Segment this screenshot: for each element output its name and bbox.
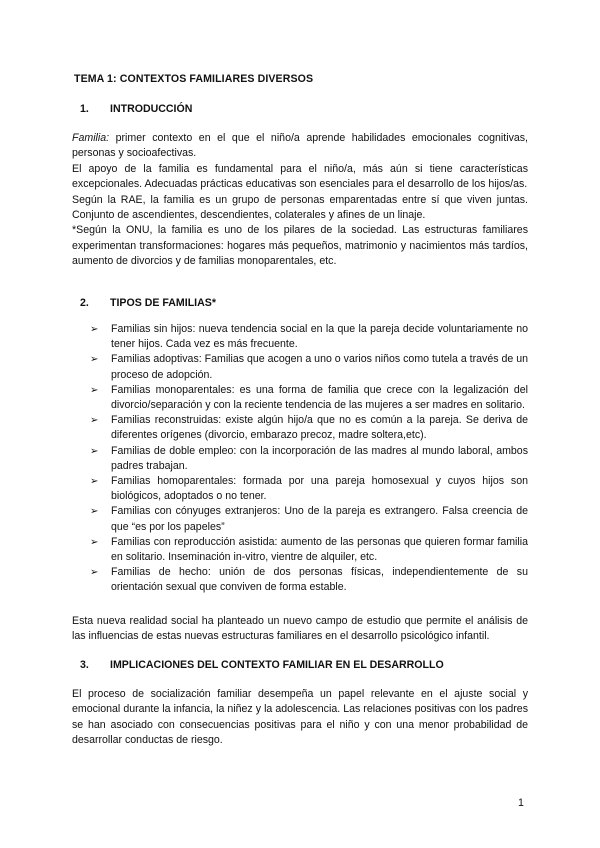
list-item: ➢ Familias adoptivas: Familias que acogen a uno o varios niños como tutela a través de un proceso de adopción. [90, 353, 528, 381]
page-number: 1 [518, 797, 524, 809]
arrow-bullet-icon: ➢ [90, 506, 99, 518]
list-item: ➢ Familias homoparentales: formada por una pareja homosexual y cuyos hijos son biológicos, adoptados o no tener. [90, 475, 528, 503]
list-item: ➢ Familias de hecho: unión de dos personas físicas, independientemente de su orientación sexual que conviven de forma estable. [90, 566, 528, 594]
paragraph: El apoyo de la familia es fundamental para el niño/a, más aún si tiene características excepcionales. Adecuadas prácticas educativas son esenciales para el desarrollo de los hijos/as. [72, 162, 528, 191]
section-title: IMPLICACIONES DEL CONTEXTO FAMILIAR EN EL DESARROLLO [110, 659, 444, 671]
arrow-bullet-icon: ➢ [90, 324, 99, 335]
arrow-bullet-icon: ➢ [90, 384, 99, 396]
arrow-bullet-icon: ➢ [90, 567, 99, 579]
term-familia: Familia: [72, 132, 110, 144]
paragraph: Según la RAE, la familia es un grupo de personas emparentadas entre sí que viven juntas. Conjunto de ascendientes, descendientes, colaterales y afines de un linaje. [72, 193, 528, 222]
paragraph-text: primer contexto en el que el niño/a aprende habilidades emocionales cognitivas, personas y socioafectivas. [72, 132, 528, 160]
arrow-bullet-icon: ➢ [90, 445, 99, 457]
section-number: 2. [80, 297, 89, 309]
section-heading-tipos-de-familias [80, 297, 216, 309]
list-item: ➢ Familias sin hijos: nueva tendencia social en la que la pareja decide voluntariamente no tener hijos. Cada vez es más frecuente. [90, 323, 528, 351]
paragraph: Esta nueva realidad social ha planteado un nuevo campo de estudio que permite el análisis de las influencias de estas nuevas estructuras familiares en el desarrollo psicológico infantil. [72, 615, 528, 643]
list-item: ➢ Familias reconstruidas: existe algún hijo/a que no es común a la pareja. Se deriva de diferentes orígenes (divorcio, embarazo precoz, madre soltera,etc). [90, 414, 528, 442]
section-title: TIPOS DE FAMILIAS* [110, 297, 216, 309]
section-number: 1. [80, 103, 89, 115]
list-item: ➢ Familias monoparentales: es una forma de familia que crece con la legalización del divorcio/separación y con la reciente tendencia de las mujeres a ser madres en solitario. [90, 383, 528, 412]
arrow-bullet-icon: ➢ [90, 476, 99, 488]
implications-body [72, 687, 528, 749]
paragraph: El proceso de socialización familiar desempeña un papel relevante en el ajuste social y emocional durante la infancia, la niñez y la adolescencia. Las relaciones positivas con los padres se han asociado con consecuencias positivas para el niño y con una menor probabilidad de desarrollar conductas de riesgo. [72, 688, 528, 747]
section-title: INTRODUCCIÓN [110, 103, 193, 115]
list-item: ➢ Familias con reproducción asistida: aumento de las personas que quieren formar familia en solitario. Inseminación in-vitro, vientre de alquiler, etc. [90, 535, 528, 564]
introduction-body [72, 131, 528, 270]
arrow-bullet-icon: ➢ [90, 415, 99, 427]
arrow-bullet-icon: ➢ [90, 354, 99, 366]
section-heading-implicaciones [80, 659, 444, 671]
document-title: TEMA 1: CONTEXTOS FAMILIARES DIVERSOS [74, 73, 314, 85]
section-heading-introduccion [80, 103, 192, 115]
paragraph: *Según la ONU, la familia es uno de los pilares de la sociedad. Las estructuras familiares experimentan transformaciones: hogares más pequeños, matrimonio y nacimientos más tardíos, aumento de divorcios y de familias monoparentales, etc. [72, 224, 528, 268]
list-item: ➢ Familias con cónyuges extranjeros: Uno de la pareja es extrangero. Falsa creencia de que “es por los papeles” [90, 505, 528, 533]
family-types-closing [72, 614, 528, 645]
arrow-bullet-icon: ➢ [90, 536, 99, 548]
paragraph [72, 131, 528, 162]
section-number: 3. [80, 659, 89, 671]
list-item: ➢ Familias de doble empleo: con la incorporación de las madres al mundo laboral, ambos padres trabajan. [90, 444, 528, 472]
family-types-list [90, 322, 528, 596]
